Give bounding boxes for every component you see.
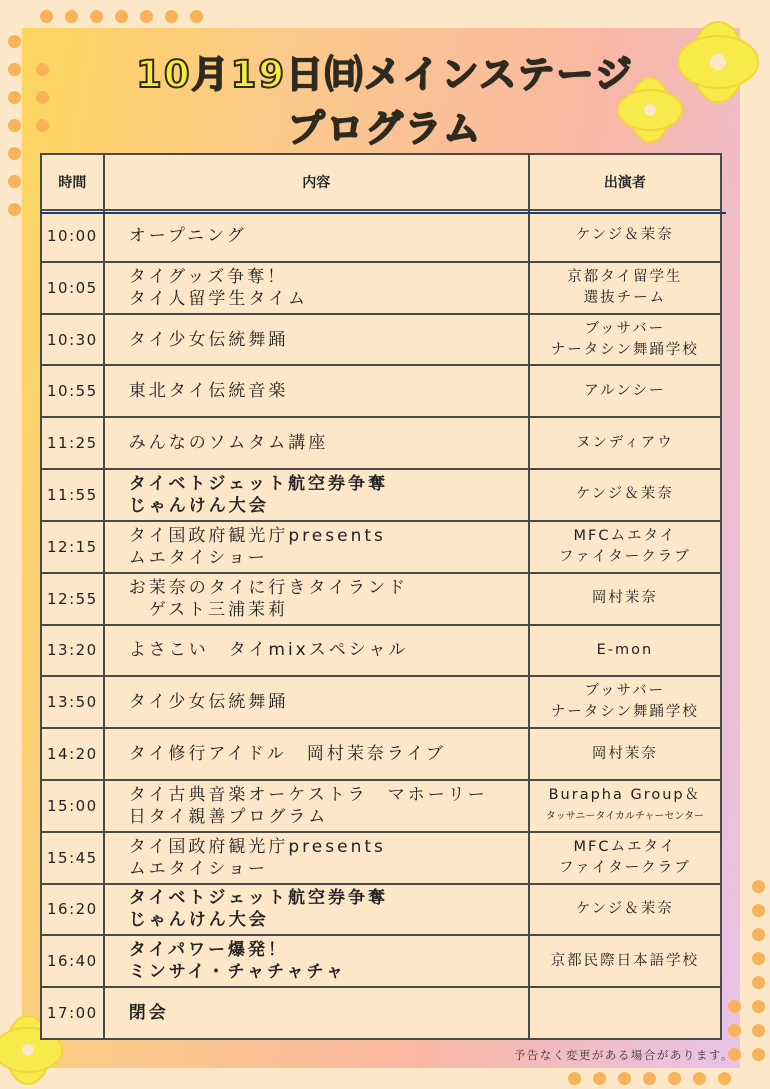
row-content [104,676,529,728]
row-time: 13:20 [41,625,104,677]
row-time: 10:55 [41,365,104,417]
row-content-line: タイ国政府観光庁presents [128,525,386,546]
row-performer [529,728,721,780]
row-performer-line: 岡村茉奈 [591,745,658,762]
row-time: 13:50 [41,676,104,728]
row-performer-line: 京都民際日本語学校 [550,952,700,969]
row-content [104,987,529,1039]
row-content-line: タイ少女伝統舞踊 [128,329,289,350]
row-performer [529,676,721,728]
row-performer [529,417,721,469]
row-performer-line: ファイタークラブ [559,548,691,565]
row-performer-line: Burapha Group＆ [548,786,702,803]
header-performer: 出演者 [529,154,721,210]
row-content [104,728,529,780]
table-row [41,521,721,573]
row-time: 15:00 [41,780,104,832]
table-row [41,210,721,262]
row-time: 17:00 [41,987,104,1039]
row-time: 15:45 [41,832,104,884]
table-row [41,987,721,1039]
table-header-row [41,154,721,210]
row-performer [529,573,721,625]
row-content-line: 東北タイ伝統音楽 [128,381,289,402]
row-performer-line: ケンジ＆茉奈 [575,486,674,503]
row-performer-line: ケンジ＆茉奈 [575,227,674,244]
footer-note: 予告なく変更がある場合があります。 [513,1048,734,1062]
row-content-line: じゃんけん大会 [128,910,269,931]
row-content [104,573,529,625]
row-time: 12:15 [41,521,104,573]
row-time: 10:00 [41,210,104,262]
row-content [104,884,529,936]
row-performer [529,884,721,936]
row-performer-line: 岡村茉奈 [591,590,658,607]
row-content-line: タイ修行アイドル 岡村茉奈ライブ [128,744,446,765]
row-performer-line: MFCムエタイ [573,527,677,544]
row-content-line: お茉奈のタイに行きタイランド [128,577,409,598]
row-performer [529,365,721,417]
row-performer [529,987,721,1039]
row-content-line: ムエタイショー [128,858,269,879]
row-content [104,780,529,832]
row-content-line: タイ古典音楽オーケストラ マホーリー [128,784,488,805]
row-content-line: タイパワー爆発！ [128,940,289,961]
row-content-line: ミンサイ・チャチャチャ [128,962,347,983]
header-divider-line [40,212,726,214]
row-content [104,521,529,573]
row-time: 16:20 [41,884,104,936]
row-performer [529,521,721,573]
row-content [104,314,529,366]
row-content-line: タイベトジェット航空券争奪 [128,473,389,494]
row-performer-line: アルンシー [584,382,666,399]
row-performer [529,314,721,366]
row-performer [529,262,721,314]
row-content-line: じゃんけん大会 [128,495,269,516]
row-performer-line: 選抜チーム [583,289,667,306]
table-row [41,365,721,417]
row-content [104,625,529,677]
row-performer-line: ブッサバー [584,683,666,700]
row-content-line: タイ少女伝統舞踊 [128,692,289,713]
row-content-line: タイグッズ争奪！ [128,266,288,287]
row-performer [529,210,721,262]
table-row [41,469,721,521]
row-content-line: オープニング [128,225,247,246]
table-row [41,262,721,314]
table-row [41,728,721,780]
row-time: 16:40 [41,935,104,987]
row-time: 11:55 [41,469,104,521]
table-row [41,417,721,469]
table-row [41,780,721,832]
row-time: 14:20 [41,728,104,780]
row-performer-line: MFCムエタイ [573,838,677,855]
row-content-line: タイ人留学生タイム [128,288,309,309]
row-performer [529,625,721,677]
header-time: 時間 [41,154,104,210]
header-content: 内容 [104,154,529,210]
row-time: 11:25 [41,417,104,469]
row-content-line: ムエタイショー [128,547,269,568]
row-content-line: よさこい タイmixスペシャル [128,640,409,661]
row-performer [529,832,721,884]
row-content [104,417,529,469]
row-time: 10:05 [41,262,104,314]
row-content [104,262,529,314]
row-performer-line: ケンジ＆茉奈 [575,900,674,917]
page-title-line2: プログラム [287,107,483,150]
page-title-line1: 10月19日㈰メインステージ [136,53,634,96]
row-performer-line: ファイタークラブ [559,859,691,876]
row-content-line: タイ国政府観光庁presents [128,836,386,857]
row-content-line: みんなのソムタム講座 [128,433,329,454]
row-time: 12:55 [41,573,104,625]
table-row [41,573,721,625]
row-content-line: ゲスト三浦茉莉 [128,599,289,620]
row-time: 10:30 [41,314,104,366]
table-row [41,625,721,677]
row-content [104,935,529,987]
table-row [41,314,721,366]
table-row [41,676,721,728]
table-row [41,832,721,884]
row-performer [529,935,721,987]
row-performer-line: E-mon [596,641,654,658]
row-performer-line: タッサニータイカルチャーセンター [545,810,704,822]
row-content [104,365,529,417]
row-performer-line: 京都タイ留学生 [567,268,683,285]
row-performer-line: ヌンディアウ [575,434,674,451]
row-content-line: タイベトジェット航空券争奪 [128,888,389,909]
table-row [41,884,721,936]
row-performer-line: ナータシン舞踊学校 [550,341,699,358]
row-content [104,469,529,521]
row-content-line: 日タイ親善プログラム [128,806,329,827]
row-performer [529,469,721,521]
row-content [104,210,529,262]
row-content [104,832,529,884]
table-row [41,935,721,987]
row-performer [529,780,721,832]
row-performer-line: ブッサバー [584,320,666,337]
schedule-table [40,153,722,1040]
row-content-line: 閉会 [128,1003,169,1024]
row-performer-line: ナータシン舞踊学校 [550,704,699,721]
